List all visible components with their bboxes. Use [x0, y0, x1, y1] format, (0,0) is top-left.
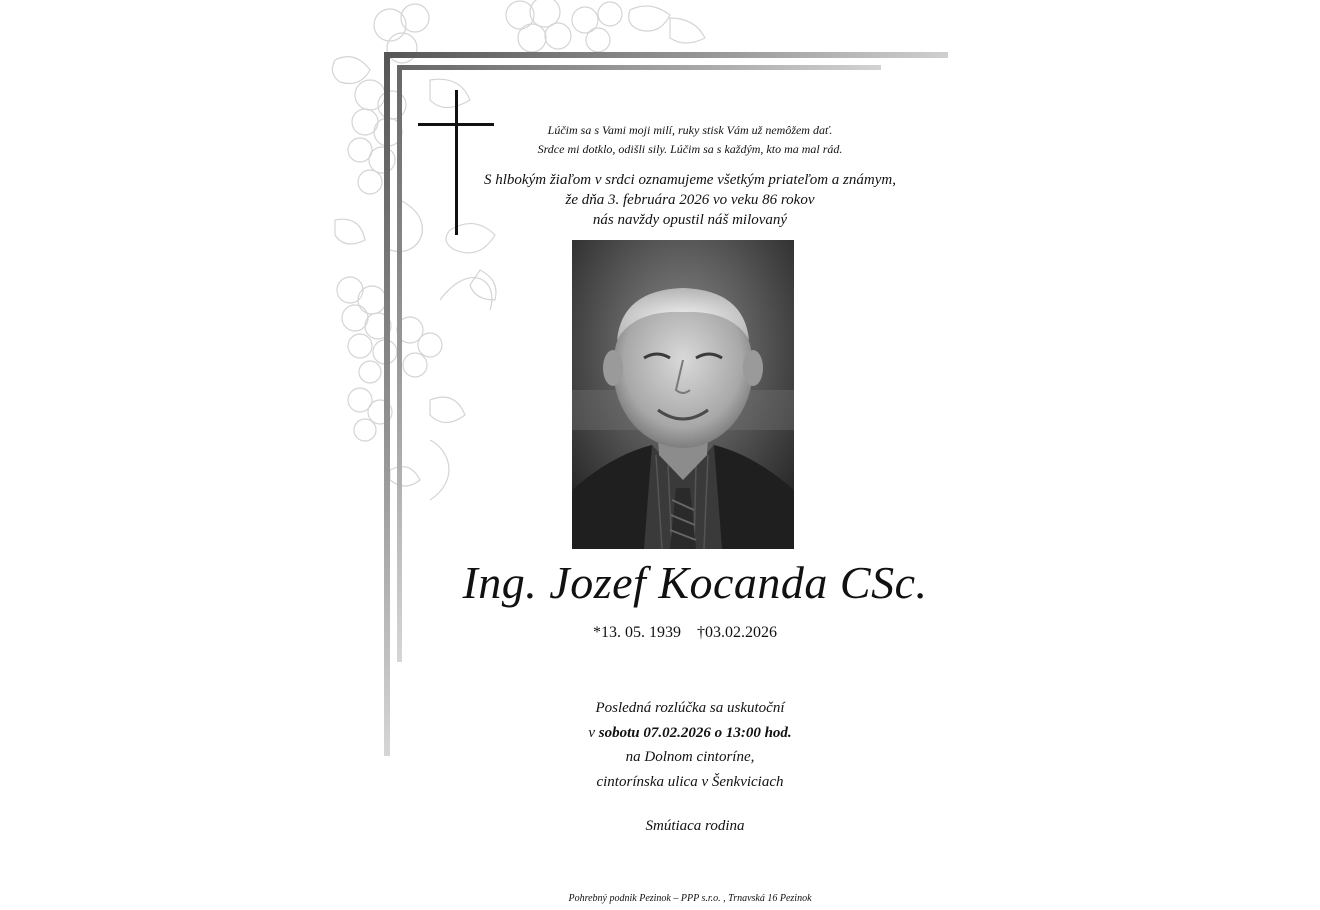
frame-line-outer-top: [384, 52, 948, 58]
funeral-date-time: sobotu 07.02.2026 o 13:00 hod.: [598, 724, 792, 741]
poem: [430, 121, 950, 159]
deceased-name: Ing. Jozef Kocanda CSc.: [462, 557, 928, 608]
funeral-line-1: Posledná rozlúčka sa uskutoční: [595, 700, 785, 716]
announcement-line-1: S hlbokým žiaľom v srdci oznamujeme všetkým priateľom a známym,: [484, 172, 896, 188]
frame-line-inner-top: [397, 65, 881, 70]
frame-line-outer-left: [384, 52, 390, 756]
announcement-line-2: že dňa 3. februára 2026 vo veku 86 rokov: [565, 192, 815, 208]
death-date: †03.02.2026: [697, 624, 777, 641]
funeral-line-3: na Dolnom cintoríne,: [625, 749, 755, 765]
funeral-info: [480, 696, 900, 794]
funeral-line-4: cintorínska ulica v Šenkviciach: [596, 773, 784, 790]
family-signature: Smútiaca rodina: [645, 818, 745, 834]
life-dates: [520, 622, 850, 644]
portrait-photo: [572, 240, 794, 549]
poem-line-1: Lúčim sa s Vami moji milí, ruky stisk Vám už nemôžem dať.: [547, 123, 833, 137]
announcement: [430, 170, 950, 230]
announcement-line-3: nás navždy opustil náš milovaný: [592, 212, 788, 228]
footer-funeral-home: Pohrebný podnik Pezinok – PPP s.r.o. , Trnavská 16 Pezinok: [568, 893, 812, 904]
birth-date: *13. 05. 1939: [593, 624, 681, 641]
funeral-line-2: [480, 721, 900, 746]
poem-line-2: Srdce mi dotklo, odišli sily. Lúčim sa s každým, kto ma mal rád.: [537, 142, 843, 156]
funeral-line-2-prefix: v: [588, 724, 595, 741]
